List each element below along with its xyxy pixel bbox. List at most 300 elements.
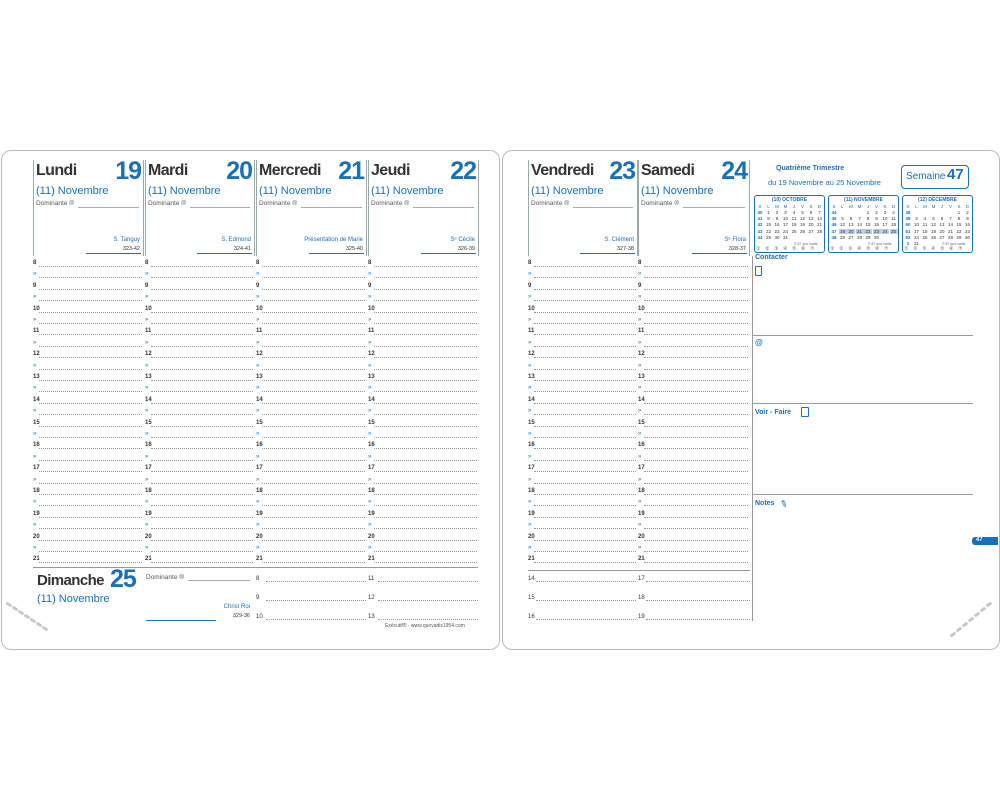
left-col1-line xyxy=(151,528,253,529)
left-col0-half-label: » xyxy=(33,362,37,369)
left-col2-line xyxy=(262,323,365,324)
mini-calendar-cell: 6 xyxy=(809,210,813,215)
mini-calendar-cell: 3 xyxy=(784,210,787,215)
right-col1-line xyxy=(644,471,748,472)
mini-calendar-cell: 2 xyxy=(875,210,878,215)
left-col2-line xyxy=(262,380,365,381)
mini-calendar-cell: 44 xyxy=(831,210,837,215)
mini-calendar-cell: 9 xyxy=(875,216,878,222)
right-col1-line xyxy=(644,289,748,290)
right-col1-hour-label: 17 xyxy=(638,465,645,472)
right-col0-hour-label: 8 xyxy=(528,260,532,266)
right-col0-dominante: Dominante ® xyxy=(531,200,570,207)
right-col1-line xyxy=(644,380,748,381)
left-col0-line xyxy=(39,391,142,392)
mini-calendar-title: (12) DÉCEMBRE xyxy=(918,197,957,203)
sunday-hour-line xyxy=(266,581,366,582)
left-col1-half-label: » xyxy=(145,522,149,529)
right-col1-half-label: » xyxy=(638,453,642,460)
mini-calendar-head: D xyxy=(965,204,970,209)
left-col1-day-number: 20 xyxy=(226,157,252,185)
sunday-hour-line xyxy=(266,600,366,601)
mini-calendar-cell: 12 xyxy=(799,216,805,222)
left-col1-hour-label: 12 xyxy=(145,351,152,358)
left-col2-line xyxy=(262,448,365,449)
moon-phase-icon: ⑤ xyxy=(792,246,797,252)
right-col0-line xyxy=(534,460,636,461)
left-col1-half-label: » xyxy=(145,408,149,415)
mini-calendar-cell: 4 xyxy=(792,210,796,215)
right-col1-day-count: 328-37 xyxy=(728,246,746,252)
right-col0-hour-label: 16 xyxy=(528,442,535,449)
left-col3-half-label: » xyxy=(368,499,372,506)
left-col2-line xyxy=(262,266,365,267)
mini-calendar-cell: 49 xyxy=(905,216,911,222)
mini-calendar-cell: 26 xyxy=(799,228,805,234)
left-col0-line xyxy=(39,357,142,358)
left-col2-hour-label: 20 xyxy=(256,533,263,540)
mini-calendar-cell: 6 xyxy=(849,216,853,222)
left-col3-line xyxy=(374,517,477,518)
right-col1-line xyxy=(644,369,748,370)
left-col1-line xyxy=(151,551,253,552)
email-at-icon: @ xyxy=(755,338,763,347)
left-col1-hour-label: 15 xyxy=(145,419,152,426)
left-col1-line xyxy=(151,334,253,335)
moon-phase-icon: ④ xyxy=(857,246,862,252)
mini-calendar-cell: 20 xyxy=(848,228,854,234)
mini-calendar-cell: 44 xyxy=(757,234,763,240)
mini-calendar-cell: 15 xyxy=(956,222,962,228)
left-col2-half-label: » xyxy=(256,294,260,301)
left-col1-line xyxy=(151,346,253,347)
moon-phase-icon: ② xyxy=(765,246,770,252)
left-col1-half-label: » xyxy=(145,431,149,437)
sunday-name: Dimanche xyxy=(37,572,104,589)
left-col1-line xyxy=(151,414,253,415)
left-col3-hour-label: 9 xyxy=(368,282,372,289)
mini-calendar-head: S xyxy=(758,204,762,209)
mini-calendar-cell: 13 xyxy=(808,216,814,222)
left-col1-line xyxy=(151,426,253,427)
left-col1-hour-label: 10 xyxy=(145,305,152,312)
left-col1-line xyxy=(151,460,253,461)
left-col0-line xyxy=(39,323,142,324)
right-col1-half-label: » xyxy=(638,522,642,529)
mini-calendar-cell: 14 xyxy=(947,222,953,228)
left-col0-half-label: » xyxy=(33,522,37,529)
left-col1-half-label: » xyxy=(145,545,149,551)
mini-calendar-head: M xyxy=(931,204,936,209)
left-col0-half-label: » xyxy=(33,476,37,483)
moon-phase-icon: ⑤ xyxy=(940,246,945,252)
left-col3-half-label: » xyxy=(368,294,372,301)
left-col0-line xyxy=(39,540,142,541)
left-col1-line xyxy=(151,312,253,313)
left-col3-dominante: Dominante ® xyxy=(371,200,410,207)
moon-phase-icon: ⑦ xyxy=(810,246,815,252)
mini-calendar-cell: 7 xyxy=(858,216,861,222)
mini-calendar-head: S xyxy=(957,204,961,209)
mini-calendar-cell: 22 xyxy=(765,228,771,234)
right-col1-line xyxy=(644,551,748,552)
mini-calendar-cell: 51 xyxy=(905,228,911,234)
mini-calendar-cell: 6 xyxy=(940,216,944,222)
left-col2-hour-label: 9 xyxy=(256,282,260,289)
left-col0-line xyxy=(39,277,142,278)
mini-calendar-cell: 3 xyxy=(915,216,918,222)
sunday-hour-line xyxy=(378,581,478,582)
mini-calendar-cell: 8 xyxy=(866,216,870,222)
left-col1-half-label: » xyxy=(145,271,149,278)
right-col1-hour-label: 11 xyxy=(638,328,645,335)
left-col3-hour-label: 14 xyxy=(368,396,375,403)
right-col1-line xyxy=(644,334,748,335)
left-col3-saint-line xyxy=(421,253,476,254)
left-col3-half-label: » xyxy=(368,339,372,346)
mini-calendar-head: L xyxy=(841,204,844,209)
right-col0-line xyxy=(534,448,636,449)
mini-calendar-cell: 8 xyxy=(957,216,961,222)
left-col0-line xyxy=(39,562,142,563)
left-col2-half-label: » xyxy=(256,271,260,278)
left-col1-half-label: » xyxy=(145,362,149,369)
left-col0-day-number: 19 xyxy=(115,157,141,185)
left-col2-half-label: » xyxy=(256,476,260,483)
sunday-hour-label: 9 xyxy=(256,595,260,601)
left-col1-day-count: 324-41 xyxy=(233,246,251,252)
left-col0-line xyxy=(39,403,142,404)
right-col0-month: (11) Novembre xyxy=(531,185,604,197)
left-col2-hour-label: 11 xyxy=(256,328,263,335)
mini-calendar-cell: 5 xyxy=(841,216,844,222)
right-col0-line xyxy=(534,437,636,438)
left-col1-line xyxy=(151,562,253,563)
left-col2-line xyxy=(262,483,365,484)
left-col0-line xyxy=(39,471,142,472)
mini-calendar-head: M xyxy=(849,204,853,209)
right-col0-line xyxy=(534,323,636,324)
mini-calendar-cell: 1 xyxy=(957,210,961,215)
mini-calendar-cell: 21 xyxy=(947,228,953,234)
right-col1-dominante: Dominante ® xyxy=(641,200,680,207)
right-col1-line xyxy=(644,277,748,278)
moon-phase-icon: ② xyxy=(913,246,918,252)
right-col0-half-label: » xyxy=(528,317,532,323)
mini-calendar-head: M xyxy=(783,204,788,209)
contacter-title: Contacter xyxy=(755,254,788,261)
right-col0-line xyxy=(534,346,636,347)
left-col1-hour-label: 18 xyxy=(145,488,152,494)
mini-calendar-head: D xyxy=(891,204,896,209)
left-col3-half-label: » xyxy=(368,476,372,483)
mini-calendar-cell: 27 xyxy=(939,234,945,240)
left-col3-hour-label: 12 xyxy=(368,351,375,358)
left-col0-hour-label: 9 xyxy=(33,282,37,289)
left-col0-day-count: 323-42 xyxy=(122,246,140,252)
left-col1-half-label: » xyxy=(145,294,149,301)
mini-calendar-cell: 19 xyxy=(930,228,936,234)
left-col1-half-label: » xyxy=(145,385,149,392)
right-col1-dominante-line xyxy=(683,207,745,208)
left-col3-line xyxy=(374,460,477,461)
mini-calendar-cell: 18 xyxy=(922,228,928,234)
left-col1-line xyxy=(151,357,253,358)
mini-calendar-cell: 26 xyxy=(930,234,936,240)
left-col0-line xyxy=(39,289,142,290)
right-col1-hour-label: 15 xyxy=(638,419,645,426)
mini-calendar-cell: 16 xyxy=(774,222,780,228)
mini-calendar-head: M xyxy=(775,204,779,209)
left-col0-half-label: » xyxy=(33,431,37,437)
mini-calendar-cell: 2 xyxy=(966,210,969,215)
sunday-saint-line xyxy=(146,620,216,621)
right-col0-hour-label: 20 xyxy=(528,533,535,540)
left-col1-line xyxy=(151,323,253,324)
left-col2-hour-label: 15 xyxy=(256,419,263,426)
mini-calendar-title: (10) OCTOBRE xyxy=(771,197,808,203)
left-col0-hour-label: 20 xyxy=(33,533,40,540)
left-col3-hour-label: 19 xyxy=(368,510,375,517)
left-col3-line xyxy=(374,403,477,404)
left-col0-hour-label: 17 xyxy=(33,465,40,472)
left-col0-saint-line xyxy=(86,253,141,254)
right-col1-hour-label: 18 xyxy=(638,488,645,494)
left-col2-line xyxy=(262,346,365,347)
left-col0-hour-label: 11 xyxy=(33,328,40,335)
right-col1-saint-line xyxy=(692,253,747,254)
left-col0-line xyxy=(39,551,142,552)
left-col0-line xyxy=(39,414,142,415)
right-col1-hour-label: 12 xyxy=(638,351,645,358)
left-col1-line xyxy=(151,266,253,267)
left-col0-line xyxy=(39,494,142,495)
right-col1-line xyxy=(644,528,748,529)
left-col2-line xyxy=(262,505,365,506)
mini-calendar-cell: 19 xyxy=(839,228,845,234)
moon-phase-icon: ③ xyxy=(922,246,927,252)
right-col0-half-label: » xyxy=(528,271,532,278)
left-col1-line xyxy=(151,494,253,495)
left-col3-month: (11) Novembre xyxy=(371,185,444,197)
mini-calendar-cell: 52 xyxy=(905,234,911,240)
left-col0-saint: S. Tanguy xyxy=(113,237,140,243)
pen-icon: ✎ xyxy=(778,498,790,511)
left-col1-line xyxy=(151,448,253,449)
right-col1-half-label: » xyxy=(638,339,642,346)
left-col2-line xyxy=(262,277,365,278)
left-col2-line xyxy=(262,369,365,370)
right-col1-line xyxy=(644,403,748,404)
left-col0-line xyxy=(39,426,142,427)
right-col0-half-label: » xyxy=(528,431,532,437)
right-col0-hour-label: 14 xyxy=(528,396,535,403)
left-col0-hour-label: 10 xyxy=(33,305,40,312)
mini-calendar-cell: 29 xyxy=(765,234,771,240)
left-col0-line xyxy=(39,312,142,313)
right-extra-line-b xyxy=(646,600,750,601)
mini-calendar-cell: 30 xyxy=(964,234,970,240)
left-col1-line xyxy=(151,517,253,518)
left-col2-dominante-line xyxy=(301,207,362,208)
mini-calendar-cell: 14 xyxy=(856,222,862,228)
right-col1-hour-label: 13 xyxy=(638,374,645,380)
moon-phase-icon: ① xyxy=(756,246,761,252)
right-extra-line-a xyxy=(536,619,636,620)
left-col3-line xyxy=(374,357,477,358)
left-col1-line xyxy=(151,483,253,484)
mini-calendar-cell: 16 xyxy=(964,222,970,228)
right-extra-hour-a: 14 xyxy=(528,576,535,582)
mini-calendar-cell: 17 xyxy=(782,222,788,228)
right-col1-line xyxy=(644,414,748,415)
right-col1-line xyxy=(644,312,748,313)
left-col3-hour-label: 21 xyxy=(368,556,375,563)
left-col2-half-label: » xyxy=(256,431,260,437)
mini-calendar-cell: 23 xyxy=(873,228,879,234)
left-col0-hour-label: 13 xyxy=(33,374,40,380)
left-col2-line xyxy=(262,494,365,495)
sunday-month: (11) Novembre xyxy=(37,593,110,605)
mini-calendar-cell: 15 xyxy=(765,222,771,228)
left-col3-line xyxy=(374,562,477,563)
mini-calendar-cell: 18 xyxy=(890,222,896,228)
left-col3-line xyxy=(374,289,477,290)
left-col2-half-label: » xyxy=(256,545,260,551)
mini-calendar-cell: 21 xyxy=(856,228,862,234)
mini-calendar-head: J xyxy=(792,204,796,209)
right-extra-line-b xyxy=(646,619,750,620)
left-col0-line xyxy=(39,505,142,506)
left-col2-line xyxy=(262,471,365,472)
left-col1-dominante: Dominante ® xyxy=(148,200,187,207)
mini-calendar-cell: 23 xyxy=(964,228,970,234)
mini-calendar-cell: 46 xyxy=(831,222,837,228)
left-col3-hour-label: 17 xyxy=(368,465,375,472)
left-col0-month: (11) Novembre xyxy=(36,185,109,197)
right-col0-line xyxy=(534,494,636,495)
left-col2-line xyxy=(262,517,365,518)
right-col1-line xyxy=(644,562,748,563)
left-col2-saint: Présentation de Marie xyxy=(304,237,363,243)
right-col0-line xyxy=(534,300,636,301)
mini-calendar-cell: 50 xyxy=(905,222,911,228)
left-col2-half-label: » xyxy=(256,408,260,415)
left-col0-line xyxy=(39,460,142,461)
mini-calendar-cell: 19 xyxy=(799,222,805,228)
mini-calendar-cell: 20 xyxy=(808,222,814,228)
mini-calendar-cell: 9 xyxy=(775,216,779,222)
left-col3-line xyxy=(374,437,477,438)
left-col2-line xyxy=(262,414,365,415)
left-col2-line xyxy=(262,312,365,313)
left-col3-half-label: » xyxy=(368,408,372,415)
left-col2-half-label: » xyxy=(256,453,260,460)
right-col0-line xyxy=(534,426,636,427)
right-col1-line xyxy=(644,300,748,301)
sunday-hour-label: 10 xyxy=(256,614,263,620)
right-col1-line xyxy=(644,517,748,518)
sunday-dominante-line xyxy=(188,580,250,581)
left-col1-hour-label: 16 xyxy=(145,442,152,449)
left-col2-day-count: 325-40 xyxy=(345,246,363,252)
left-col2-line xyxy=(262,437,365,438)
left-col2-day-number: 21 xyxy=(338,157,364,185)
right-col0-hour-label: 15 xyxy=(528,419,535,426)
left-col1-line xyxy=(151,380,253,381)
sunday-hour-label: 13 xyxy=(368,614,375,620)
left-col3-hour-label: 16 xyxy=(368,442,375,449)
mini-calendar-cell: 7 xyxy=(949,216,952,222)
left-col3-hour-label: 20 xyxy=(368,533,375,540)
left-col3-line xyxy=(374,528,477,529)
left-col3-line xyxy=(374,380,477,381)
right-col1-line xyxy=(644,540,748,541)
mini-calendar-cell: 25 xyxy=(791,228,797,234)
mini-calendar-cell: 10 xyxy=(782,216,788,222)
right-col1-half-label: » xyxy=(638,385,642,392)
left-col1-saint: S. Edmond xyxy=(221,237,251,243)
moon-phase-icon: ③ xyxy=(774,246,779,252)
right-col0-line xyxy=(534,471,636,472)
left-col1-line xyxy=(151,403,253,404)
left-col3-line xyxy=(374,505,477,506)
right-col1-day-number: 24 xyxy=(721,157,747,185)
mini-calendar-cell: 17 xyxy=(882,222,888,228)
mini-calendar-cell: 4 xyxy=(892,210,895,215)
right-col1-line xyxy=(644,391,748,392)
mini-calendar-cell: 31 xyxy=(782,234,788,240)
left-col3-line xyxy=(374,277,477,278)
left-col2-half-label: » xyxy=(256,522,260,529)
mini-calendar-cell: 26 xyxy=(839,234,845,240)
right-col1-half-label: » xyxy=(638,431,642,437)
left-col1-day-name: Mardi xyxy=(148,162,188,179)
right-col1-line xyxy=(644,460,748,461)
left-col3-day-number: 22 xyxy=(450,157,476,185)
mini-calendar-cell: 48 xyxy=(831,234,837,240)
right-col0-half-label: » xyxy=(528,476,532,483)
mini-calendar-cell: 9 xyxy=(966,216,969,222)
mini-calendar-cell: 4 xyxy=(923,216,927,222)
right-col1-half-label: » xyxy=(638,476,642,483)
right-col0-half-label: » xyxy=(528,385,532,392)
left-col2-line xyxy=(262,426,365,427)
right-col0-half-label: » xyxy=(528,522,532,529)
moon-phase-icon: ⑥ xyxy=(949,246,954,252)
right-col0-line xyxy=(534,334,636,335)
mini-calendar-cell: 16 xyxy=(873,222,879,228)
mini-calendar-cell: 10 xyxy=(913,222,919,228)
left-col1-half-label: » xyxy=(145,453,149,460)
left-col2-hour-label: 13 xyxy=(256,374,263,380)
right-col0-saint-line xyxy=(580,253,635,254)
left-col2-month: (11) Novembre xyxy=(259,185,332,197)
right-col0-line xyxy=(534,357,636,358)
right-col1-day-name: Samedi xyxy=(641,162,695,179)
mini-calendar-cell: 18 xyxy=(791,222,797,228)
left-col3-half-label: » xyxy=(368,545,372,551)
mini-calendar-cell: 3 xyxy=(883,210,887,215)
left-col0-half-label: » xyxy=(33,453,37,460)
right-col0-hour-label: 10 xyxy=(528,305,535,312)
mini-calendar-head: J xyxy=(866,204,870,209)
right-col0-line xyxy=(534,540,636,541)
left-col3-day-count: 326-39 xyxy=(457,246,475,252)
mini-calendar-head: L xyxy=(767,204,770,209)
left-col3-line xyxy=(374,334,477,335)
left-col1-line xyxy=(151,437,253,438)
